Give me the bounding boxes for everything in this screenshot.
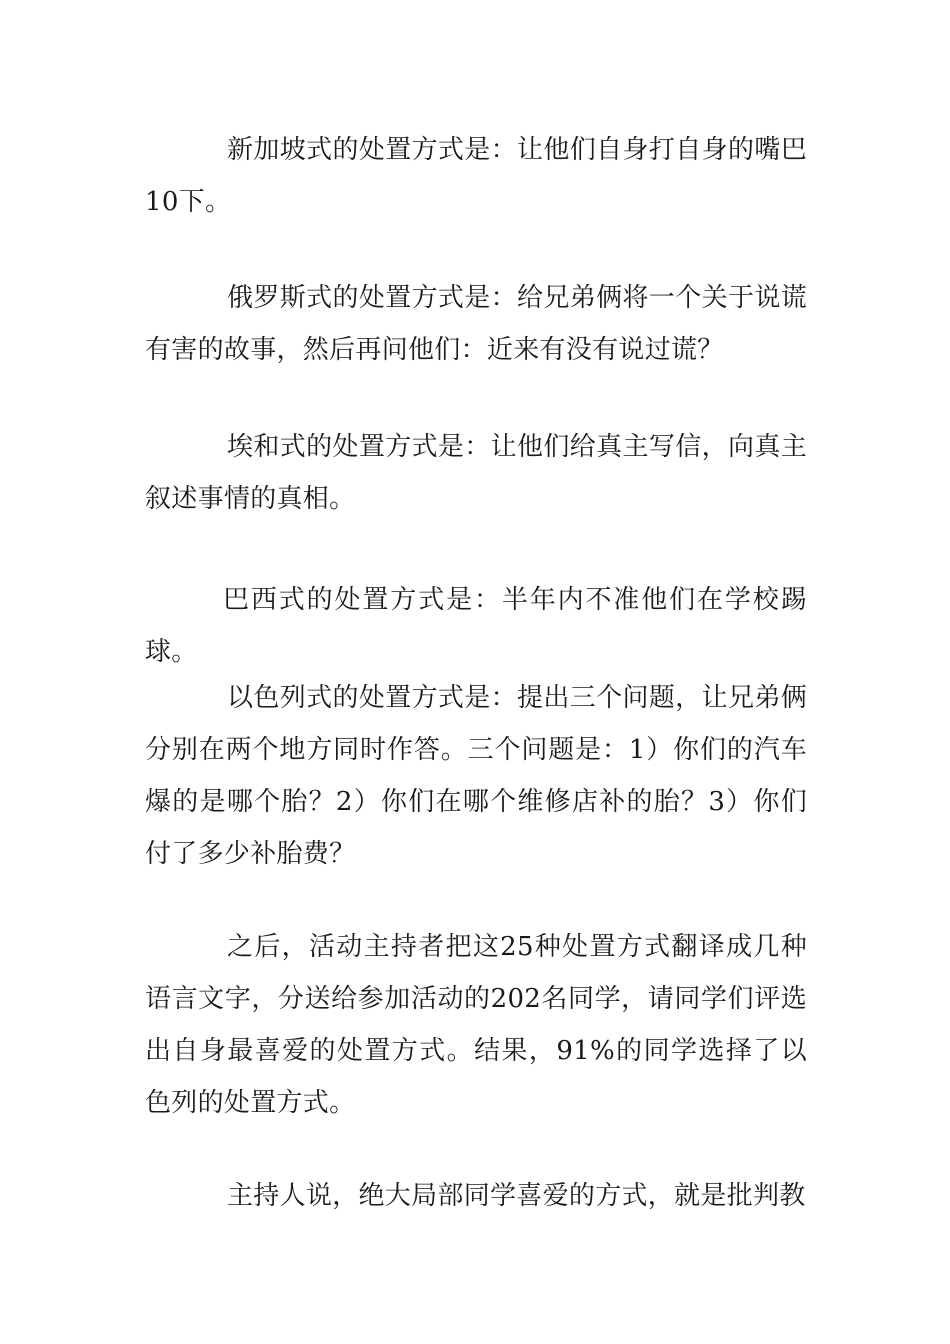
paragraph-singapore-method: 新加坡式的处置方式是：让他们自身打自身的嘴巴10下。: [145, 135, 807, 217]
paragraph-brazilian-method: 巴西式的处置方式是：半年内不准他们在学校踢球。: [145, 585, 807, 667]
paragraph-survey-result: 之后，活动主持者把这25种处置方式翻译成几种语言文字，分送给参加活动的202名同学，请同学们评选出自身最喜爱的处置方式。结果，91%的同学选择了以色列的处置方式。: [145, 932, 807, 1118]
paragraph-russian-method: 俄罗斯式的处置方式是：给兄弟俩将一个关于说谎有害的故事，然后再问他们：近来有没有说过谎？: [145, 283, 807, 365]
paragraph-israeli-method: 以色列式的处置方式是：提出三个问题，让兄弟俩分别在两个地方同时作答。三个问题是：1）你们的汽车爆的是哪个胎？2）你们在哪个维修店补的胎？3）你们付了多少补胎费？: [145, 683, 807, 869]
paragraph-host-comment: 主持人说，绝大局部同学喜爱的方式，就是批判教: [227, 1181, 806, 1211]
paragraph-egyptian-method: 埃和式的处置方式是：让他们给真主写信，向真主叙述事情的真相。: [145, 432, 807, 514]
